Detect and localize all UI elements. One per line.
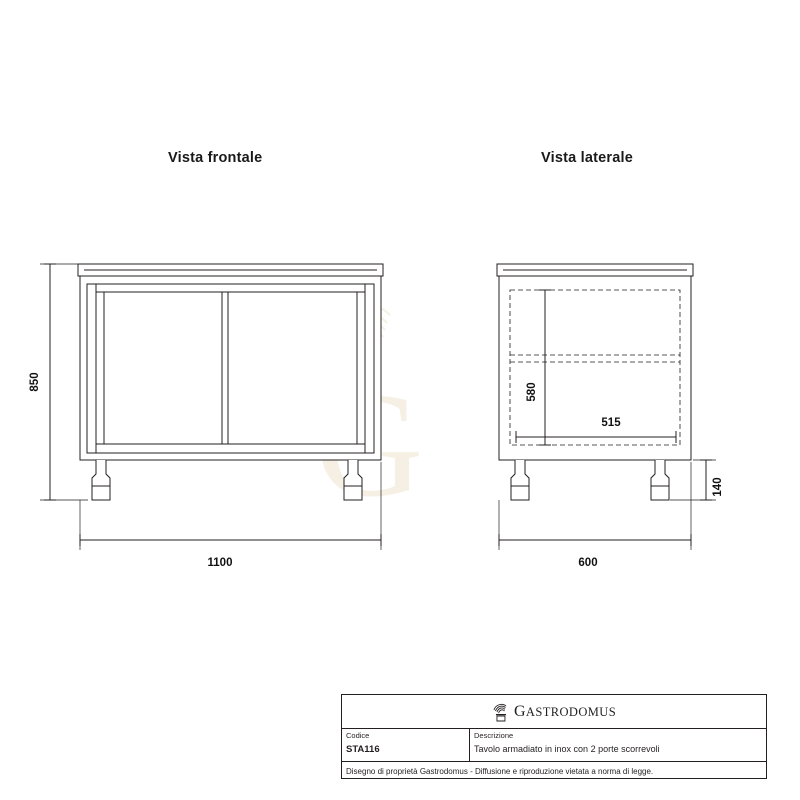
view-title-front: Vista frontale xyxy=(168,150,263,166)
dim-inner-height-label: 580 xyxy=(526,382,538,402)
gastrodomus-mark-icon xyxy=(492,701,510,723)
title-block-logo-row xyxy=(342,695,766,729)
title-block-footer xyxy=(342,762,766,780)
brand-name xyxy=(514,703,616,721)
description-field xyxy=(470,729,766,761)
description-label: Descrizione xyxy=(474,731,514,740)
description-value: Tavolo armadiato in inox con 2 porte scorrevoli xyxy=(474,744,660,754)
code-label: Codice xyxy=(346,731,370,740)
title-block-fields-row xyxy=(342,729,766,762)
brand-initial: G xyxy=(513,703,526,720)
brand-logo xyxy=(492,701,616,723)
code-field xyxy=(342,729,470,761)
code-value: STA116 xyxy=(346,744,380,755)
dim-depth-label: 600 xyxy=(578,557,598,569)
dim-width-label: 1100 xyxy=(207,557,233,569)
dim-inner-depth-label: 515 xyxy=(601,417,621,429)
dim-leg-height-label: 140 xyxy=(712,477,724,497)
view-title-side: Vista laterale xyxy=(541,150,634,166)
brand-rest: ASTRODOMUS xyxy=(525,705,617,719)
title-block xyxy=(341,694,767,779)
dim-height-label: 850 xyxy=(29,372,41,392)
copyright-notice: Disegno di proprietà Gastrodomus - Diffusione e riproduzione vietata a norma di legge. xyxy=(346,766,654,776)
